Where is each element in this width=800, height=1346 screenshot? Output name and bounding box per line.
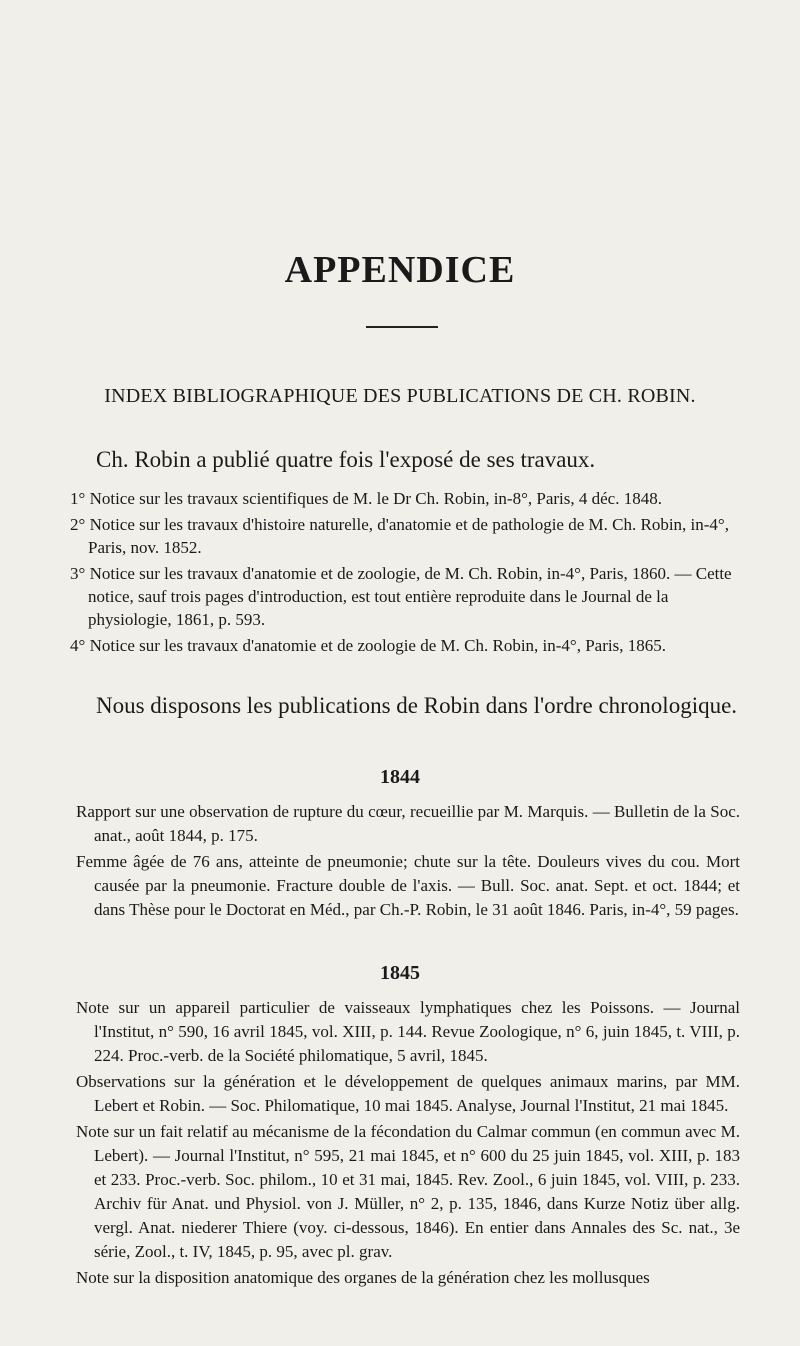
bibliography-entry: Note sur un fait relatif au mécanisme de la fécondation du Calmar commun (en commun avec M. Lebert). — Journal l'Institut, n° 595, 21 mai 1845, et n° 600 du 25 juin 1845, vol. XIII, p. 183 et 233. Proc.-verb. Soc. philom., 10 et 31 mai, 1845. Rev. Zool., 6 juin 1845, vol. VIII, p. 233. Archiv für Anat. und Physiol. von J. Müller, n° 2, p. 135, 1846, dans Kurze Notiz über allg. vergl. Anat. niederer Thiere (voy. ci-dessous, 1846). En entier dans Annales des Sc. nat., 3e série, Zool., t. IV, 1845, p. 95, avec pl. grav. [76, 1122, 740, 1261]
bibliography-entry: Rapport sur une observation de rupture du cœur, recueillie par M. Marquis. — Bulletin de la Soc. anat., août 1844, p. 175. [76, 802, 740, 845]
intro-line: Ch. Robin a publié quatre fois l'exposé de ses travaux. [96, 447, 596, 472]
chronological-intro: Nous disposons les publications de Robin dans l'ordre chronologique. [96, 693, 738, 718]
year-heading-1845: 1845 [380, 962, 420, 984]
bibliography-entry: Note sur un appareil particulier de vaisseaux lymphatiques chez les Poissons. — Journal l'Institut, n° 590, 16 avril 1845, vol. XIII, p. 144. Revue Zoologique, n° 6, juin 1845, t. VIII, p. 224. Proc.-verb. de la Société philomatique, 5 avril, 1845. [76, 998, 740, 1065]
section-subtitle: INDEX BIBLIOGRAPHIQUE DES PUBLICATIONS DE CH. ROBIN. [104, 385, 696, 407]
notices-list [70, 487, 740, 660]
bibliography-entry: Note sur la disposition anatomique des organes de la génération chez les mollusques [76, 1268, 650, 1287]
page-title: APPENDICE [284, 249, 516, 291]
entries-1845 [76, 996, 740, 1292]
bibliography-entry: Femme âgée de 76 ans, atteinte de pneumonie; chute sur la tête. Douleurs vives du cou. Mort causée par la pneumonie. Fracture double de l'axis. — Bull. Soc. anat. Sept. et oct. 1844; et dans Thèse pour le Doctorat en Méd., par Ch.-P. Robin, le 31 août 1846. Paris, in-4°, 59 pages. [76, 852, 740, 919]
year-heading-1844: 1844 [380, 766, 420, 788]
notice-item: 2° Notice sur les travaux d'histoire naturelle, d'anatomie et de pathologie de M. Ch. Robin, in-4°, Paris, nov. 1852. [70, 515, 729, 557]
entries-1844 [76, 800, 740, 924]
title-rule [366, 326, 438, 328]
notice-item: 4° Notice sur les travaux d'anatomie et de zoologie de M. Ch. Robin, in-4°, Paris, 1865. [70, 636, 666, 655]
bibliography-entry: Observations sur la génération et le développement de quelques animaux marins, par MM. Lebert et Robin. — Soc. Philomatique, 10 mai 1845. Analyse, Journal l'Institut, 21 mai 1845. [76, 1072, 740, 1115]
notice-item: 3° Notice sur les travaux d'anatomie et de zoologie, de M. Ch. Robin, in-4°, Paris, 1860. — Cette notice, sauf trois pages d'introduction, est tout entière reproduite dans le Journal de la physiologie, 1861, p. 593. [70, 564, 732, 629]
notice-item: 1° Notice sur les travaux scientifiques de M. le Dr Ch. Robin, in-8°, Paris, 4 déc. 1848. [70, 489, 662, 508]
